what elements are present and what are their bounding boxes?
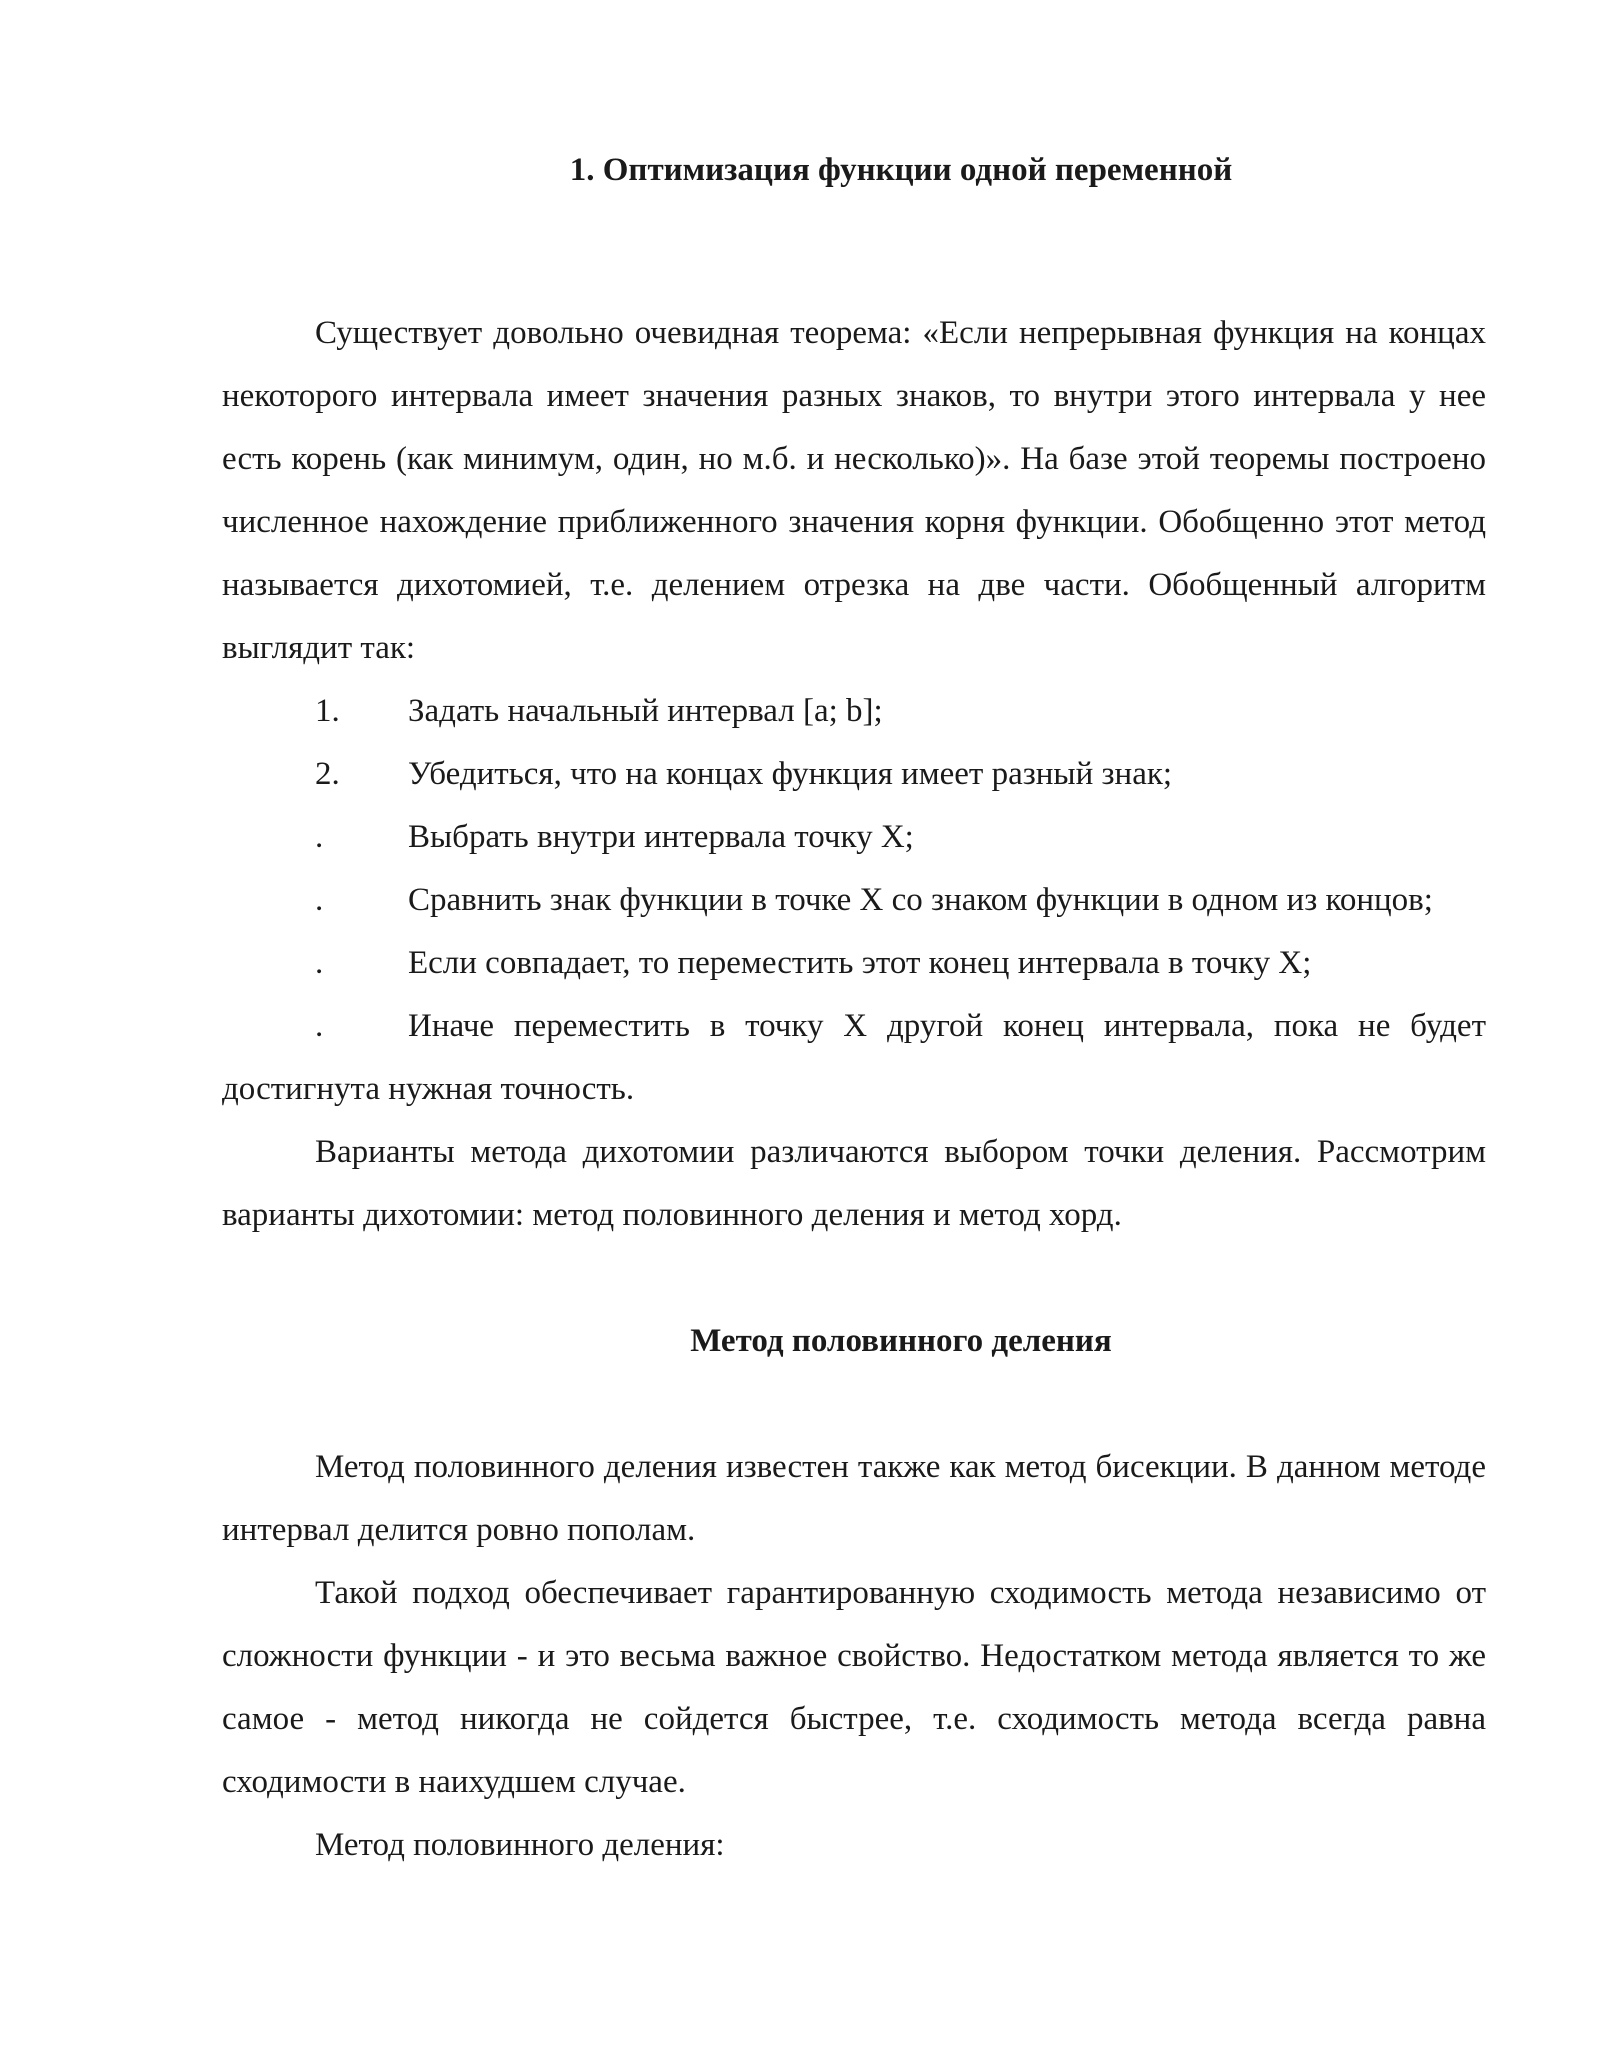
algorithm-list [222, 680, 1486, 1121]
list-marker: 2. [315, 756, 340, 792]
list-marker: . [315, 819, 324, 855]
section-heading: Метод половинного деления [690, 1323, 1112, 1359]
section-paragraph: Метод половинного деления известен также как метод бисекции. В данном методе интервал делится ровно пополам. [222, 1449, 1486, 1548]
list-item [222, 806, 1486, 869]
section-paragraph: Такой подход обеспечивает гарантированную сходимость метода независимо от сложности функции - и это весьма важное свойство. Недостатком метода является то же самое - метод никогда не сойдется быстрее, т.е. сходимость метода всегда равна сходимости в наихудшем случае. [222, 1575, 1486, 1800]
intro-paragraph: Существует довольно очевидная теорема: «Если непрерывная функция на концах некоторого интервала имеет значения разных знаков, то внутри этого интервала у нее есть корень (как минимум, один, но м.б. и несколько)». На базе этой теоремы построено численное нахождение приближенного значения корня функции. Обобщенно этот метод называется дихотомией, т.е. делением отрезка на две части. Обобщенный алгоритм выглядит так: [222, 315, 1486, 666]
document-title: 1. Оптимизация функции одной переменной [569, 152, 1233, 188]
list-item-text: Сравнить знак функции в точке X со знаком функции в одном из концов; [408, 882, 1433, 918]
spacer [222, 1373, 1486, 1436]
spacer [222, 200, 1486, 302]
list-marker: . [315, 1008, 324, 1044]
document-page [222, 140, 1486, 1877]
list-item-text: Выбрать внутри интервала точку X; [408, 819, 914, 855]
spacer [222, 1247, 1486, 1310]
list-item [222, 680, 1486, 743]
list-marker: . [315, 945, 324, 981]
variants-paragraph: Варианты метода дихотомии различаются выбором точки деления. Рассмотрим варианты дихотомии: метод половинного деления и метод хорд. [222, 1134, 1486, 1233]
list-marker: 1. [315, 693, 340, 729]
list-item [222, 743, 1486, 806]
list-item-text: Убедиться, что на концах функция имеет разный знак; [408, 756, 1173, 792]
list-item [222, 869, 1486, 932]
list-item-text: Если совпадает, то переместить этот конец интервала в точку X; [408, 945, 1312, 981]
list-item-text: Иначе переместить в точку X другой конец интервала, пока не будет достигнута нужная точность. [222, 1008, 1486, 1107]
list-marker: . [315, 882, 324, 918]
section-paragraph: Метод половинного деления: [315, 1827, 725, 1863]
list-item-text: Задать начальный интервал [a; b]; [408, 693, 883, 729]
list-item [222, 932, 1486, 995]
list-item [222, 995, 1486, 1121]
